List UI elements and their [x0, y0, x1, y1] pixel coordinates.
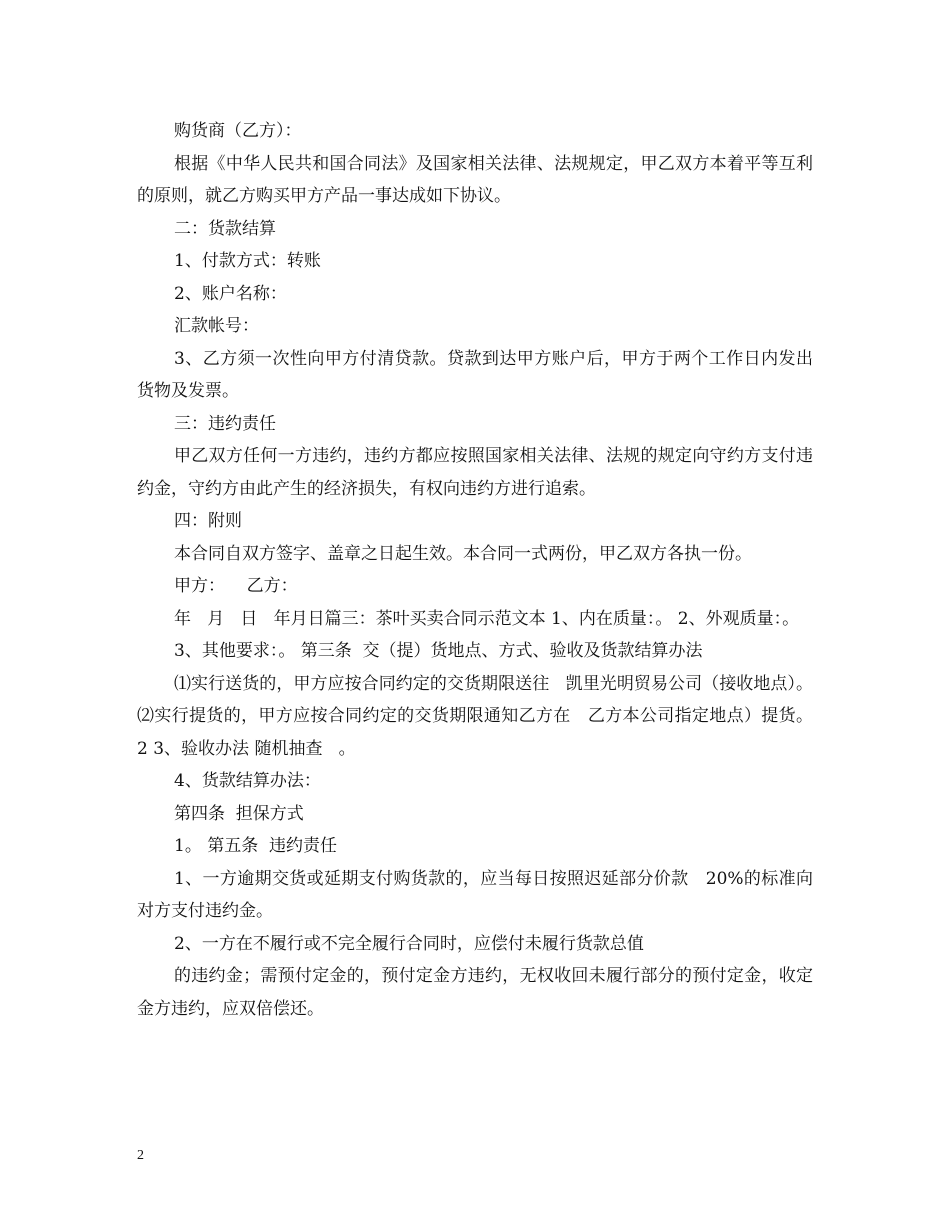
- paragraph-buyer-heading: 购货商（乙方）：: [174, 121, 302, 141]
- contract-body: [137, 115, 819, 1025]
- paragraph-section-breach-heading: 三：违约责任: [174, 413, 276, 434]
- paragraph-section-appendix-heading: 四：附则: [174, 511, 242, 531]
- paragraph-section-payment-heading: 二：货款结算: [174, 218, 276, 239]
- paragraph-guarantee-heading: 第四条 担保方式: [174, 803, 304, 824]
- paragraph-payment-terms: 3、乙方须一次性向甲方付清贷款。贷款到达甲方账户后，甲方于两个工作日内发出货物及发票。: [137, 348, 813, 401]
- paragraph-late-penalty: 1、一方逾期交货或延期支付购货款的，应当每日按照迟延部分价款 20%的标准向对方支付违约金。: [137, 868, 813, 921]
- paragraph-delivery-terms: ⑴实行送货的，甲方应按合同约定的交货期限送往 凯里光明贸易公司（接收地点）。 ⑵实行提货的，甲方应按合同约定的交货期限通知乙方在 乙方本公司指定地点）提货。 2 3、验收办法 随机抽查 。: [137, 673, 819, 759]
- paragraph-preamble: 根据《中华人民共和国合同法》及国家相关法律、法规规定，甲乙双方本着平等互利的原则，就乙方购买甲方产品一事达成如下协议。: [137, 153, 813, 206]
- paragraph-deposit-terms: 的违约金；需预付定金的，预付定金方违约，无权收回未履行部分的预付定金，收定金方违约，应双倍偿还。: [137, 966, 813, 1019]
- paragraph-nonperformance: 2、一方在不履行或不完全履行合同时，应偿付未履行货款总值: [174, 933, 644, 954]
- paragraph-other-requirements: 3、其他要求：。 第三条 交（提）货地点、方式、验收及货款结算办法: [174, 641, 703, 661]
- paragraph-payment-method: 1、付款方式：转账: [174, 251, 321, 271]
- paragraph-account-number: 汇款帐号：: [174, 316, 259, 336]
- page-number: 2: [137, 1148, 144, 1163]
- paragraph-settlement-method: 4、货款结算办法：: [174, 771, 321, 791]
- paragraph-breach-terms: 甲乙双方任何一方违约，违约方都应按照国家相关法律、法规的规定向守约方支付违约金，守约方由此产生的经济损失，有权向违约方进行追索。: [137, 446, 813, 499]
- paragraph-effective-terms: 本合同自双方签字、盖章之日起生效。本合同一式两份，甲乙双方各执一份。: [174, 543, 752, 564]
- paragraph-parties-signature: 甲方： 乙方：: [174, 576, 298, 596]
- paragraph-date-and-quality: 年 月 日 年月日篇三：茶叶买卖合同示范文本 1、内在质量：。 2、外观质量：。: [174, 608, 800, 629]
- paragraph-article-five-heading: 1。 第五条 违约责任: [174, 836, 338, 856]
- paragraph-account-name: 2、账户名称：: [174, 283, 287, 304]
